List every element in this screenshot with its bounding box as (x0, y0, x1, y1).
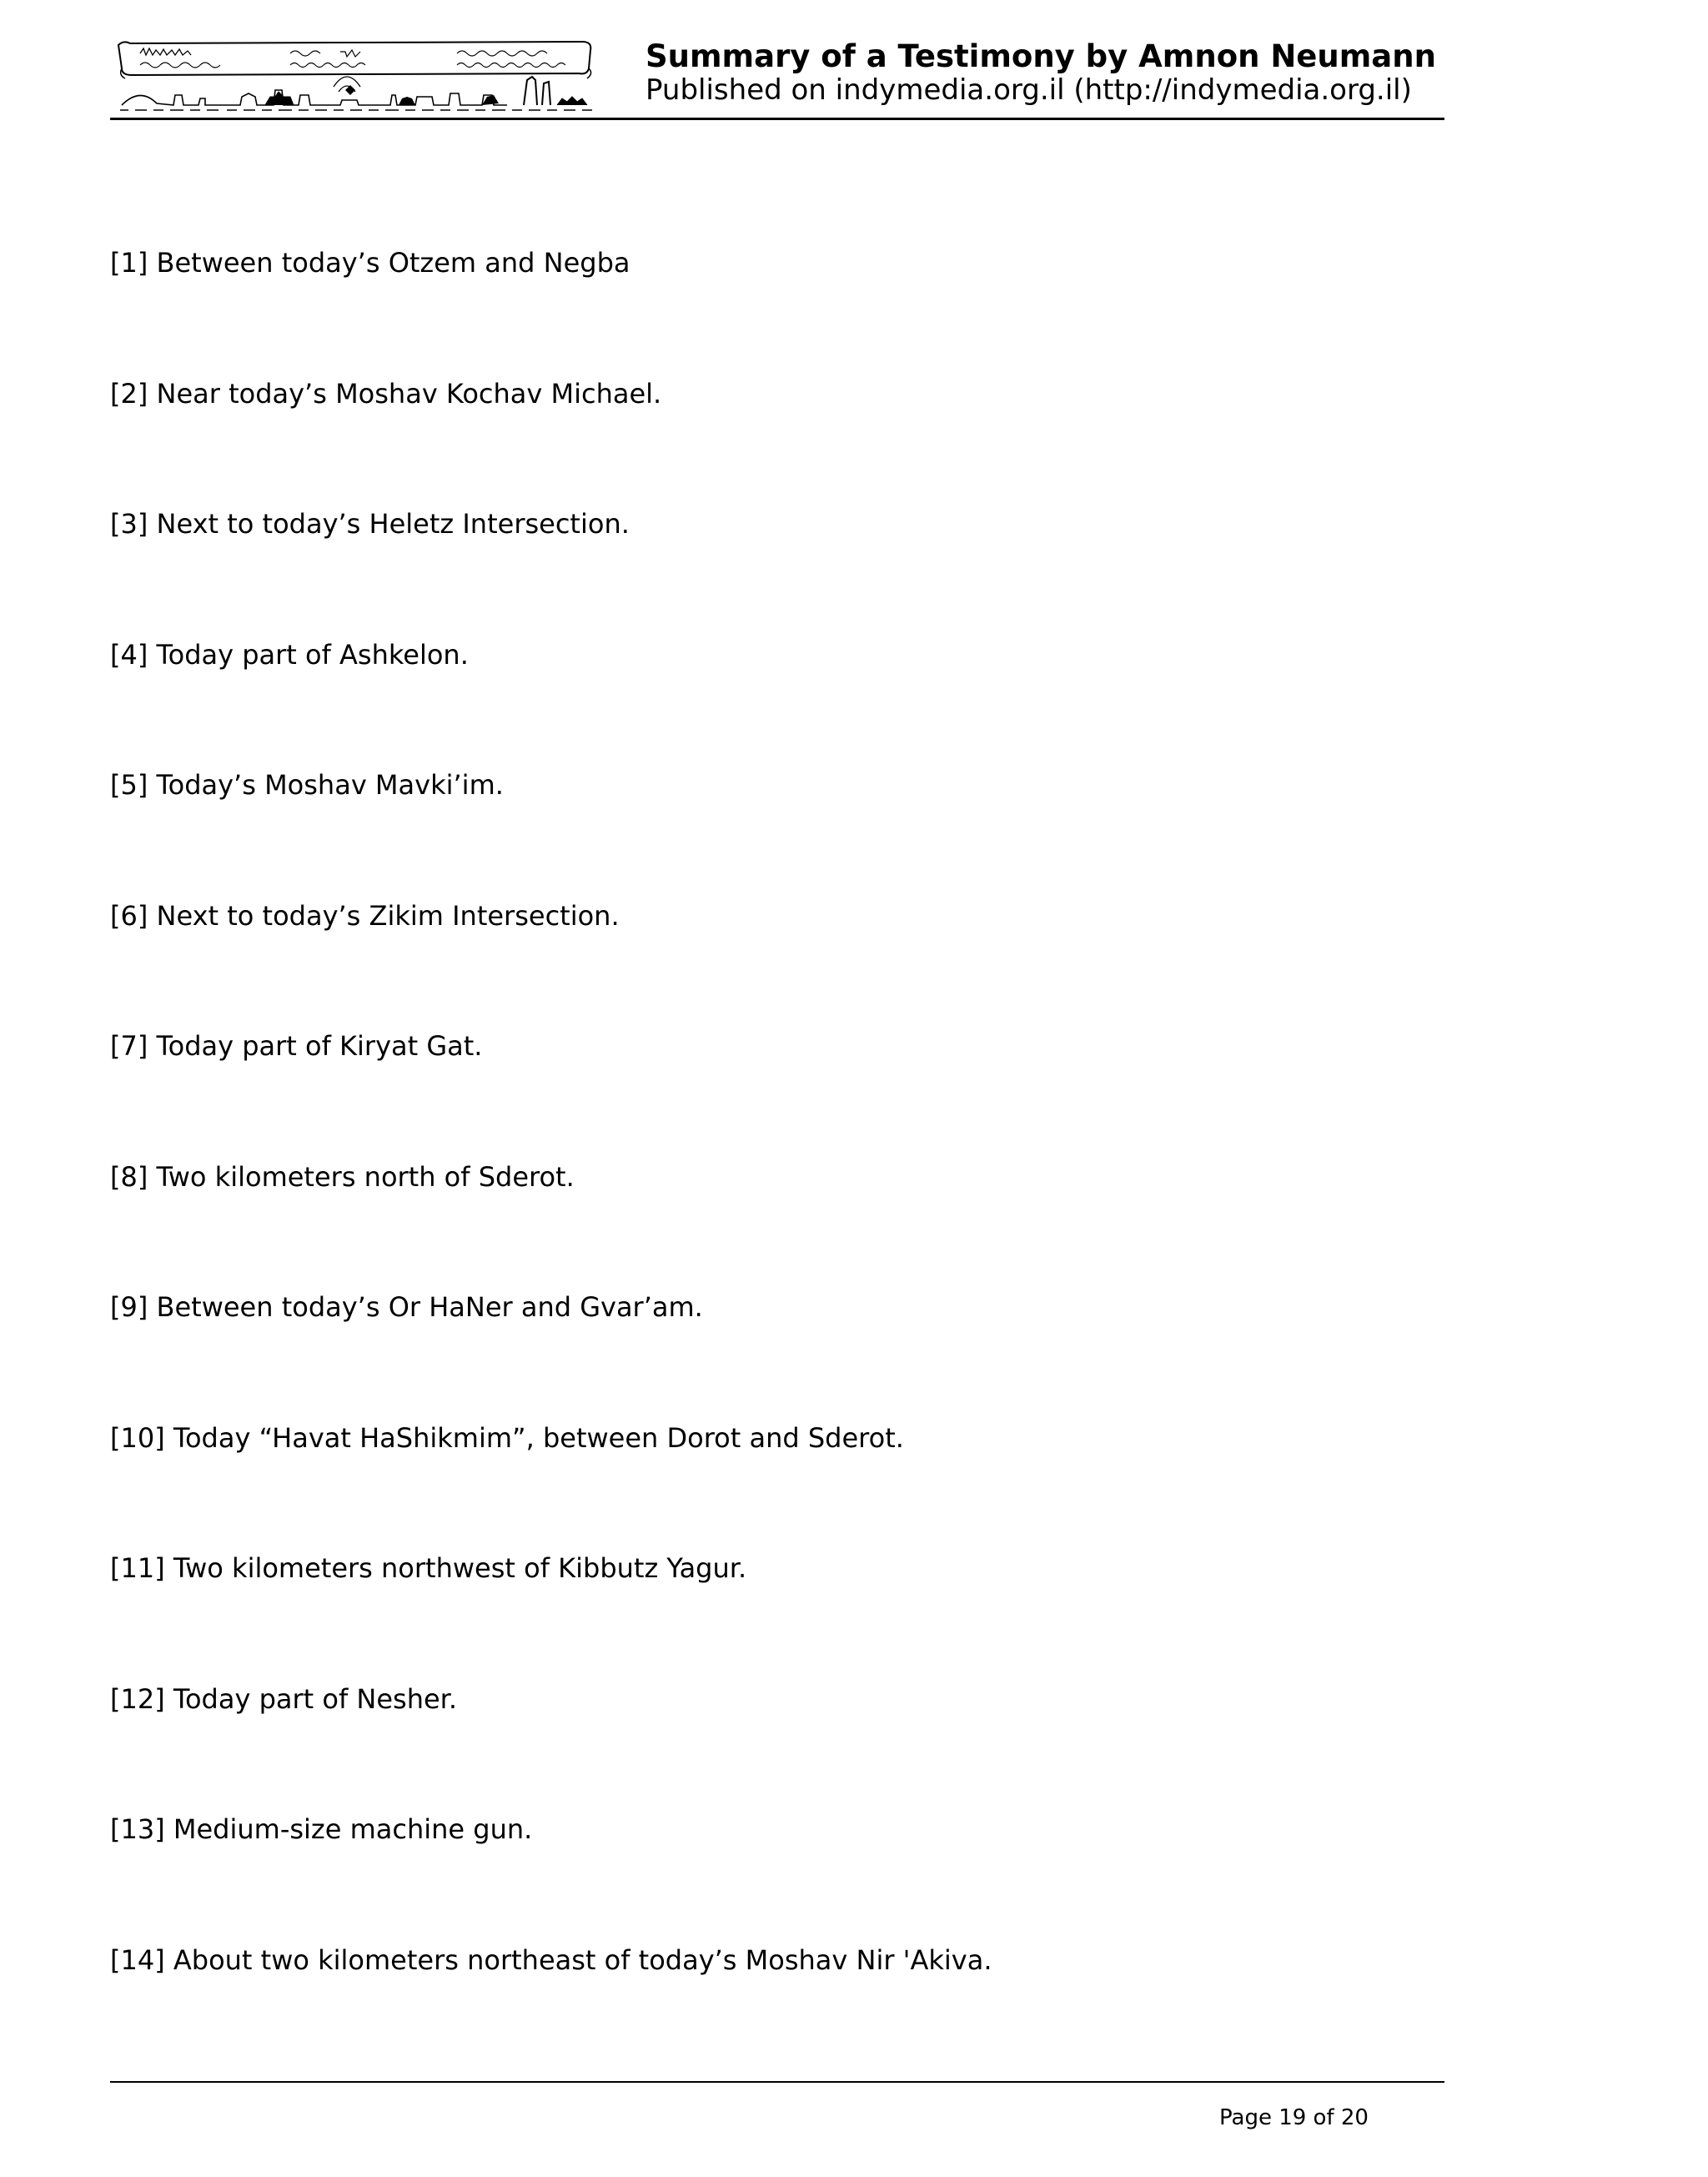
footer-divider (110, 2081, 1444, 2083)
indymedia-logo-drawing (115, 37, 599, 112)
footnote-1: [1] Between today’s Otzem and Negba (110, 247, 630, 279)
footnote-5: [5] Today’s Moshav Mavki’im. (110, 769, 504, 801)
footnote-2: [2] Near today’s Moshav Kochav Michael. (110, 377, 662, 410)
footnote-10: [10] Today “Havat HaShikmim”, between Dorot and Sderot. (110, 1421, 904, 1454)
footnote-12: [12] Today part of Nesher. (110, 1682, 458, 1715)
footnote-11: [11] Two kilometers northwest of Kibbutz Yagur. (110, 1552, 747, 1584)
footnote-7: [7] Today part of Kiryat Gat. (110, 1030, 483, 1062)
page-header (110, 33, 1444, 120)
footnote-8: [8] Two kilometers north of Sderot. (110, 1160, 575, 1193)
footnote-13: [13] Medium-size machine gun. (110, 1813, 533, 1845)
footnotes-list (110, 242, 1444, 2069)
footnote-14: [14] About two kilometers northeast of today’s Moshav Nir 'Akiva. (110, 1943, 992, 1976)
document-title: Summary of a Testimony by Amnon Neumann (646, 38, 1436, 74)
indymedia-logo (115, 37, 599, 112)
document-source: Published on indymedia.org.il (http://indymedia.org.il) (646, 73, 1412, 107)
footnote-9: [9] Between today’s Or HaNer and Gvar’am. (110, 1291, 703, 1323)
footnote-3: [3] Next to today’s Heletz Intersection. (110, 508, 630, 540)
footnote-6: [6] Next to today’s Zikim Intersection. (110, 899, 620, 932)
page-number: Page 19 of 20 (1219, 2105, 1369, 2130)
footnote-4: [4] Today part of Ashkelon. (110, 638, 469, 671)
